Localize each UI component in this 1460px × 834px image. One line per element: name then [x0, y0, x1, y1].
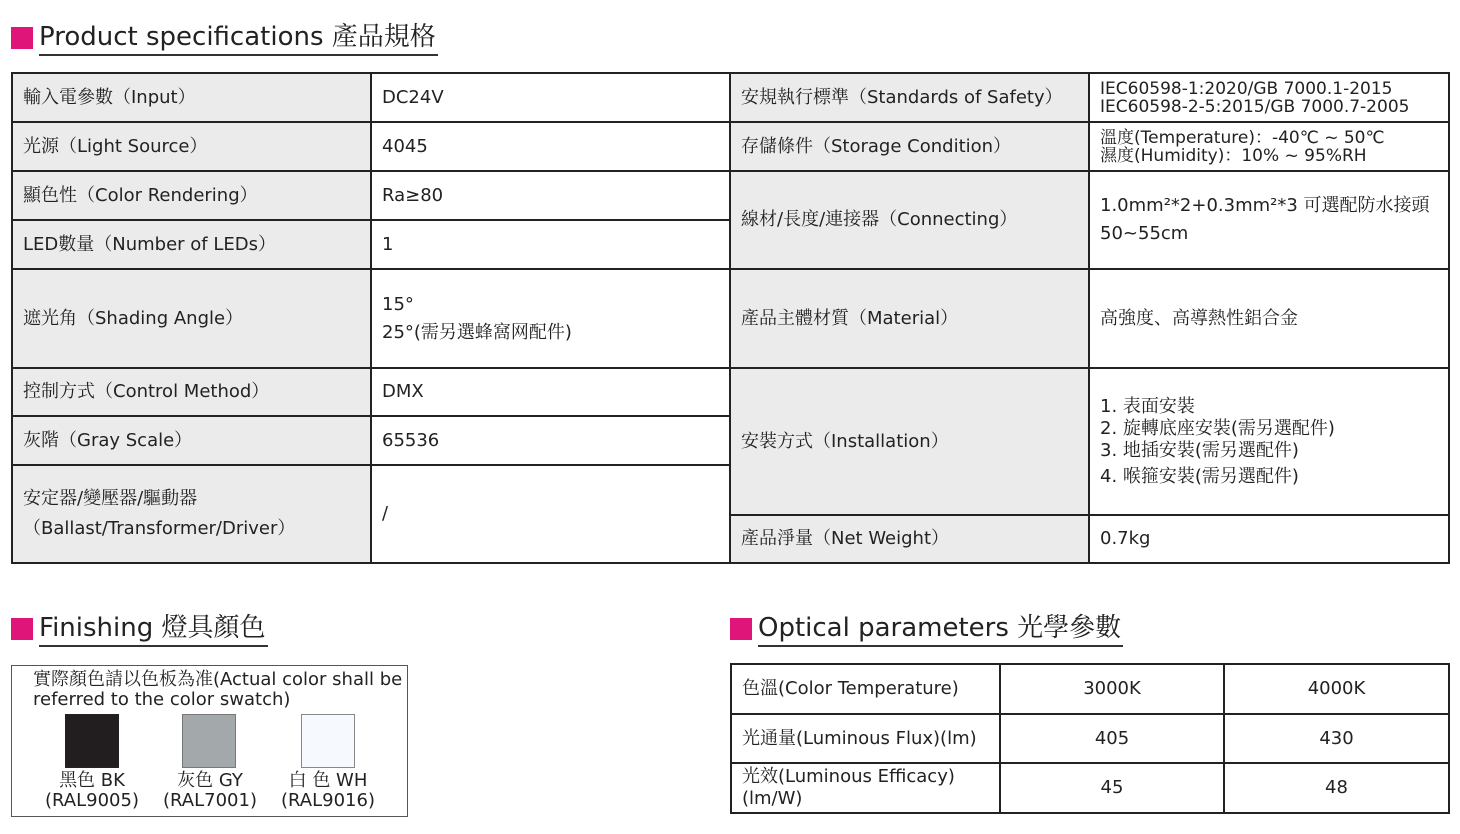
gray-scale-value: 65536: [371, 416, 730, 465]
storage-label: 存儲條件（Storage Condition）: [730, 122, 1089, 171]
leds-label: LED數量（Number of LEDs）: [12, 220, 371, 269]
swatch-code: (RAL7001): [163, 790, 257, 811]
cct-value: 4000K: [1224, 664, 1449, 714]
storage-value-line: 濕度(Humidity)：10% ~ 95%RH: [1100, 145, 1367, 166]
installation-item: 2. 旋轉底座安裝(需另選配件): [1100, 417, 1335, 439]
white-swatch: [301, 714, 355, 768]
swatch-name: 白 色 WH: [288, 770, 368, 791]
optical-table: [730, 663, 1450, 814]
optical-title: Optical parameters 光學參數: [758, 611, 1123, 647]
magenta-square-icon: [11, 27, 33, 49]
safety-value: [1089, 73, 1449, 122]
gray-swatch-label: [150, 771, 270, 811]
gray-scale-label: 灰階（Gray Scale）: [12, 416, 371, 465]
swatch-name: 黑色 BK: [59, 770, 125, 791]
finishing-panel: [11, 665, 408, 817]
finishing-heading: [11, 611, 268, 647]
light-source-label: 光源（Light Source）: [12, 122, 371, 171]
color-note: 實際顏色請以色板為准(Actual color shall be referred to the color swatch): [33, 669, 403, 710]
product-specifications-heading: [11, 20, 438, 56]
installation-item: 1. 表面安裝: [1100, 395, 1195, 417]
table-row: [731, 664, 1449, 714]
swatch-code: (RAL9005): [45, 790, 139, 811]
storage-value: [1089, 122, 1449, 171]
black-swatch-label: [32, 771, 152, 811]
efficacy-label: 光效(Luminous Efficacy)(lm/W): [731, 763, 1000, 813]
control-label: 控制方式（Control Method）: [12, 368, 371, 416]
installation-value: [1089, 368, 1449, 515]
black-swatch: [65, 714, 119, 768]
table-row: [731, 763, 1449, 813]
net-weight-value: 0.7kg: [1089, 515, 1449, 563]
table-row: [12, 122, 1449, 171]
safety-value-line: IEC60598-2-5:2015/GB 7000.7-2005: [1100, 96, 1410, 117]
safety-value-line: IEC60598-1:2020/GB 7000.1-2015: [1100, 78, 1393, 99]
connecting-value: [1089, 171, 1449, 269]
table-row: [12, 73, 1449, 122]
leds-value: 1: [371, 220, 730, 269]
input-label: 輸入電參數（Input）: [12, 73, 371, 122]
installation-item: 4. 喉箍安裝(需另選配件): [1100, 465, 1299, 487]
table-row: [12, 269, 1449, 368]
table-row: [12, 171, 1449, 220]
cct-value: 3000K: [1000, 664, 1224, 714]
ballast-label-line: （Ballast/Transformer/Driver）: [23, 518, 296, 539]
swatch-name: 灰色 GY: [177, 770, 243, 791]
control-value: DMX: [371, 368, 730, 416]
connecting-value-line: 50~55cm: [1100, 223, 1189, 244]
connecting-label: 線材/長度/連接器（Connecting）: [730, 171, 1089, 269]
color-rendering-label: 顯色性（Color Rendering）: [12, 171, 371, 220]
material-value: 高強度、高導熱性鋁合金: [1089, 269, 1449, 368]
swatch-code: (RAL9016): [281, 790, 375, 811]
material-label: 產品主體材質（Material）: [730, 269, 1089, 368]
gray-swatch: [182, 714, 236, 768]
efficacy-value: 45: [1000, 763, 1224, 813]
shading-value-line: 25°(需另選蜂窩网配件): [382, 321, 572, 343]
input-value: DC24V: [371, 73, 730, 122]
optical-heading: [730, 611, 1123, 647]
white-swatch-label: [268, 771, 388, 811]
spec-table: [11, 72, 1450, 564]
finishing-title: Finishing 燈具顏色: [39, 611, 268, 647]
ballast-value: /: [371, 465, 730, 563]
efficacy-value: 48: [1224, 763, 1449, 813]
color-rendering-value: Ra≥80: [371, 171, 730, 220]
flux-value: 405: [1000, 714, 1224, 763]
shading-label: 遮光角（Shading Angle）: [12, 269, 371, 368]
flux-label: 光通量(Luminous Flux)(lm): [731, 714, 1000, 763]
shading-value: [371, 269, 730, 368]
shading-value-line: 15°: [382, 293, 414, 315]
table-row: [731, 714, 1449, 763]
connecting-value-line: 1.0mm²*2+0.3mm²*3 可選配防水接頭: [1100, 195, 1430, 216]
net-weight-label: 產品淨量（Net Weight）: [730, 515, 1089, 563]
storage-value-line: 溫度(Temperature)：-40℃ ~ 50℃: [1100, 127, 1385, 148]
table-row: [12, 368, 1449, 416]
installation-item: 3. 地插安裝(需另選配件): [1100, 439, 1299, 461]
light-source-value: 4045: [371, 122, 730, 171]
product-specifications-title: Product specifications 產品規格: [39, 20, 438, 56]
safety-label: 安規執行標準（Standards of Safety）: [730, 73, 1089, 122]
flux-value: 430: [1224, 714, 1449, 763]
cct-label: 色溫(Color Temperature): [731, 664, 1000, 714]
ballast-label-line: 安定器/變壓器/驅動器: [23, 488, 198, 509]
ballast-label: [12, 465, 371, 563]
installation-label: 安裝方式（Installation）: [730, 368, 1089, 515]
magenta-square-icon: [730, 618, 752, 640]
magenta-square-icon: [11, 618, 33, 640]
